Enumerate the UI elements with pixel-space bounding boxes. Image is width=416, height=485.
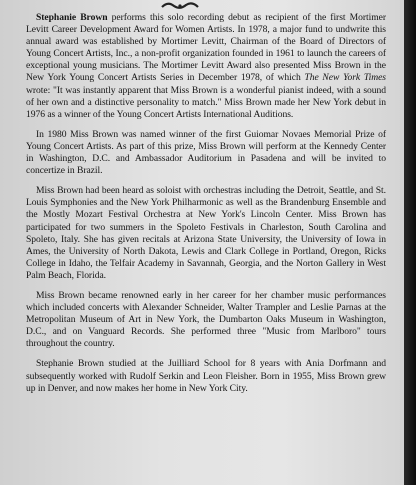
paragraph-2: In 1980 Miss Brown was named winner of the first Guiomar Novaes Memorial Prize of Young Concert Artists. As part of this prize, Miss Brown will perform at the Kennedy Center in Washington, D.C. and Ambassador Auditorium in Pasadena and will be invited to concertize in Brazil. — [26, 128, 386, 177]
newspaper-name: The New York Times — [304, 72, 386, 84]
paragraph-1-text-2: wrote: "It was instantly apparent that Miss Brown is a wonderful pianist indeed, with a sound of her own and a distinctive personality to match." Miss Brown made her New York debut in 1976 as a winner of the Young Concert Artists International Auditions. — [26, 84, 386, 120]
paragraph-1 — [26, 12, 386, 121]
paragraph-4: Miss Brown became renowned early in her career for her chamber music performances which included concerts with Alexander Schneider, Walter Trampler and Leslie Parnas at the Metropolitan Museum of Art in New York, the Dumbarton Oaks Museum in Washington, D.C., and on Vanguard Records. She performed three "Music from Marlboro" tours throughout the country. — [26, 289, 386, 350]
artist-name: Stephanie Brown — [36, 12, 108, 23]
biography-text — [26, 12, 386, 403]
paragraph-1-text: performs this solo recording debut as recipient of the first Mortimer Levitt Career Development Award for Women Artists. In 1978, a major fund to undwrite this annual award was established by Mortimer Levitt, Chairman of the Board of Directors of Young Concert Artists, Inc., a non-profit organization founded in 1961 to launch the careers of exceptional young musicians. The Mortimer Levitt Award also presented Miss Brown in the New York Young Concert Artists Series in December 1978, of which — [26, 12, 386, 84]
page-edge-shadow — [404, 0, 416, 485]
paragraph-5: Stephanie Brown studied at the Juilliard School for 8 years with Ania Dorfmann and subsequently worked with Rudolf Serkin and Leon Fleisher. Born in 1955, Miss Brown grew up in Denver, and now makes her home in New York City. — [26, 358, 386, 394]
paragraph-3: Miss Brown had been heard as soloist with orchestras including the Detroit, Seattle, and St. Louis Symphonies and the New York Philharmonic as well as the Brandenburg Ensemble and the Mostly Mozart Festival Orchestra at New York's Lincoln Center. Miss Brown has participated for two summers in the Spoleto Festivals in Charleston, South Carolina and Spoleto, Italy. She has given recitals at Arizona State University, the University of Iowa in Ames, the University of North Dakota, Lewis and Clark College in Portland, Oregon, Ricks College in Idaho, the Telfair Academy in Savannah, Georgia, and the Norton Gallery in West Palm Beach, Florida. — [26, 185, 386, 281]
ornament-icon — [160, 1, 200, 10]
